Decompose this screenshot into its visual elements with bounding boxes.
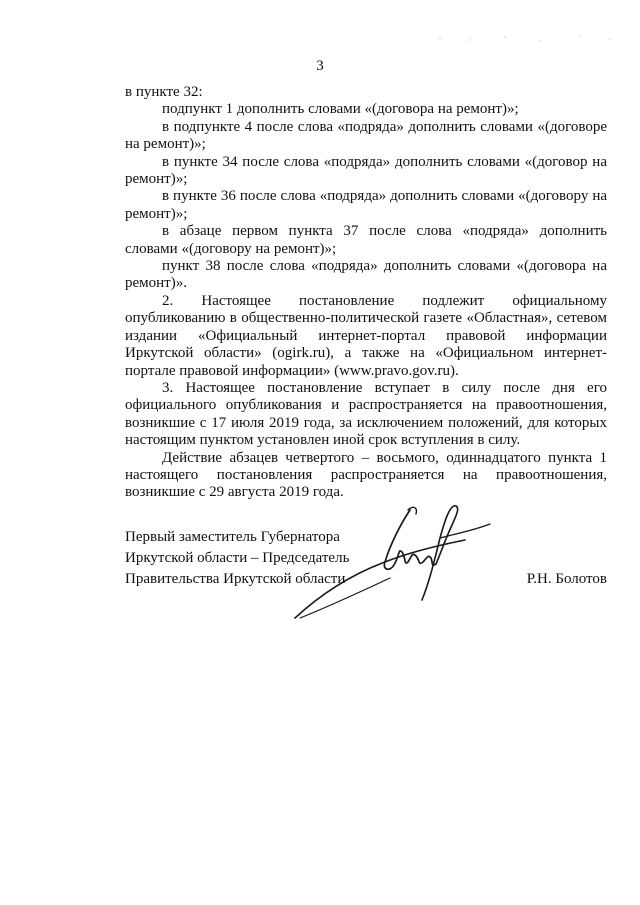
paragraph: в пункте 36 после слова «подряда» дополнить словами «(договору на ремонт)»; [125, 188, 607, 222]
paragraph: Действие абзацев четвертого – восьмого, одиннадцатого пункта 1 настоящего постановления распространяется на правоотношения, возникшие с 29 августа 2019 года. [125, 449, 607, 501]
paragraph: в пункте 32: [125, 84, 203, 100]
paragraph: в пункте 34 после слова «подряда» дополнить словами «(договор на ремонт)»; [125, 153, 607, 188]
paragraph: 2. Настоящее постановление подлежит официальному опубликованию в общественно-политической газете «Областная», сетевом издании «Официальный интернет-портал правовой информации Иркутской области» (ogirk.ru), а также на «Официальном интернет-портале правовой информации» (www.pravo.gov.ru). [125, 292, 607, 379]
document-body [125, 84, 607, 502]
signatory-title-line: Первый заместитель Губернатора [125, 529, 340, 545]
paragraph: 3. Настоящее постановление вступает в силу после дня его официального опубликования и распространяется на правоотношения, возникшие с 17 июля 2019 года, за исключением положений, для которых настоящим пунктом установлен иной срок вступления в силу. [125, 379, 607, 449]
paragraph: в абзаце первом пункта 37 после слова «подряда» дополнить словами «(договору на ремонт)»; [125, 223, 607, 257]
paragraph: в подпункте 4 после слова «подряда» дополнить словами «(договоре на ремонт)»; [125, 118, 607, 153]
paragraph: пункт 38 после слова «подряда» дополнить словами «(договора на ремонт)». [125, 258, 607, 292]
signatory-name: Р.Н. Болотов [526, 571, 607, 587]
paragraph: подпункт 1 дополнить словами «(договора на ремонт)»; [162, 101, 519, 118]
page-number: 3 [316, 58, 324, 74]
handwritten-signature [290, 500, 510, 625]
signatory-title-line: Правительства Иркутской области [125, 571, 346, 587]
signatory-title-line: Иркутской области – Председатель [125, 550, 350, 566]
